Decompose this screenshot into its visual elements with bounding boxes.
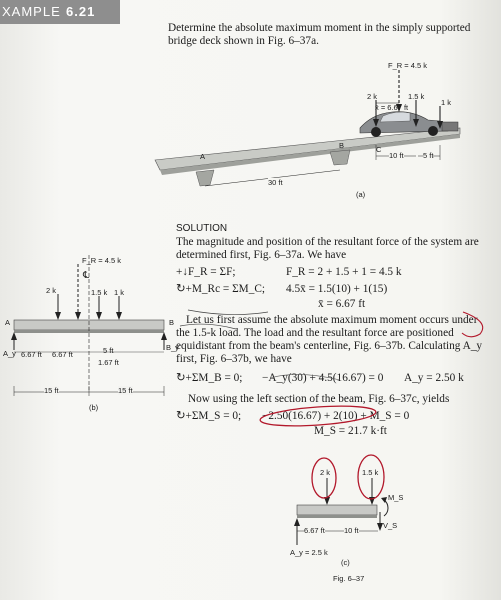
eq1-label: +↓F_R = ΣF; [176,266,236,278]
solution-p2c: equidistant from the beam's centerline, Fig. 6–37b. Calculating A_y [176,340,483,352]
example-number: 6.21 [66,4,96,19]
fig-a-support-c: C [376,145,382,154]
solution-p2a: Let us first assume the absolute maximum moment occurs under [186,314,478,326]
solution-heading: SOLUTION [176,223,228,234]
fig-b-end-b: B [169,318,175,327]
fig-c-caption: (c) [341,558,350,567]
solution-p1b: determined first, Fig. 6–37a. We have [176,249,347,261]
solution-p3: Now using the left section of the beam, Fig. 6–37c, yields [188,393,450,405]
fig-c-load-1-5k: 1.5 k [362,468,379,477]
eq6-result: M_S = 21.7 k·ft [314,425,387,437]
fig-b-dim-1: 6.67 ft [21,350,42,359]
fig-c-dim-2: 10 ft [344,526,359,535]
eq5-label: ↻+ΣM_S = 0; [176,410,242,422]
fig-a-load-1-5k: 1.5 k [408,92,425,101]
eq1-expression: F_R = 2 + 1.5 + 1 = 4.5 k [286,266,402,278]
fig-c-load-2k: 2 k [320,468,331,477]
fig-b-resultant-label: F_R = 4.5 k [82,256,121,265]
fig-b-load-1k: 1 k [114,288,125,297]
eq3-result: x̄ = 6.67 ft [318,298,366,310]
fig-b-half-left: 15 ft [44,386,59,395]
fig-c-shear-vs: V_S [383,521,398,530]
fig-a-dim-5ft: 5 ft [423,151,434,160]
fig-b-dim-3: 5 ft [103,346,114,355]
problem-line-2: bridge deck shown in Fig. 6–37a. [168,35,319,47]
eq5-expression: −2.50(16.67) + 2(10) + M_S = 0 [262,410,410,422]
fig-b-dim-2: 6.67 ft [52,350,73,359]
eq4-result: A_y = 2.50 k [404,372,464,384]
example-label: XAMPLE [2,4,61,19]
fig-b-ay: A_y [3,349,16,358]
eq2-expression: 4.5x̄ = 1.5(10) + 1(15) [286,283,388,295]
fig-a-dim-10ft: 10 ft [389,151,404,160]
fig-c-moment-ms: M_S [388,493,404,502]
solution-p2d: first, Fig. 6–37b, we have [176,353,292,365]
fig-a-caption: (a) [356,190,366,199]
fig-b-half-right: 15 ft [118,386,133,395]
eq4-label: ↻+ΣM_B = 0; [176,372,243,384]
fig-a-load-1k: 1 k [441,98,452,107]
fig-b-centerline: ℄ [83,271,90,281]
fig-b-dim-4: 1.67 ft [98,358,119,367]
eq4-expression: −A_y(30) + 4.5(16.67) = 0 [262,372,384,384]
fig-b-by: B_y [166,343,179,352]
eq2-label: ↻+M_Rc = ΣM_C; [176,283,266,295]
fig-a-xbar: x̄ = 6.67 ft [375,103,409,112]
fig-b-caption: (b) [89,403,99,412]
fig-a-resultant-label: F_R = 4.5 k [388,61,427,70]
fig-a-support-b: B [339,141,345,150]
fig-b-load-1-5k: 1.5 k [91,288,108,297]
fig-a-support-a: A [200,152,206,161]
fig-c-ay: A_y = 2.5 k [290,548,328,557]
fig-a-load-2k: 2 k [367,92,378,101]
solution-p2b: the 1.5-k load. The load and the resultant force are positioned [176,327,454,339]
fig-a-span: 30 ft [268,178,283,187]
fig-c-dim-1: 6.67 ft [304,526,325,535]
fig-b-load-2k: 2 k [46,286,57,295]
problem-line-1: Determine the absolute maximum moment in the simply supported [168,22,471,34]
figure-caption: Fig. 6–37 [333,574,365,583]
fig-b-end-a: A [5,318,11,327]
solution-p1a: The magnitude and position of the resultant force of the system are [176,236,479,248]
